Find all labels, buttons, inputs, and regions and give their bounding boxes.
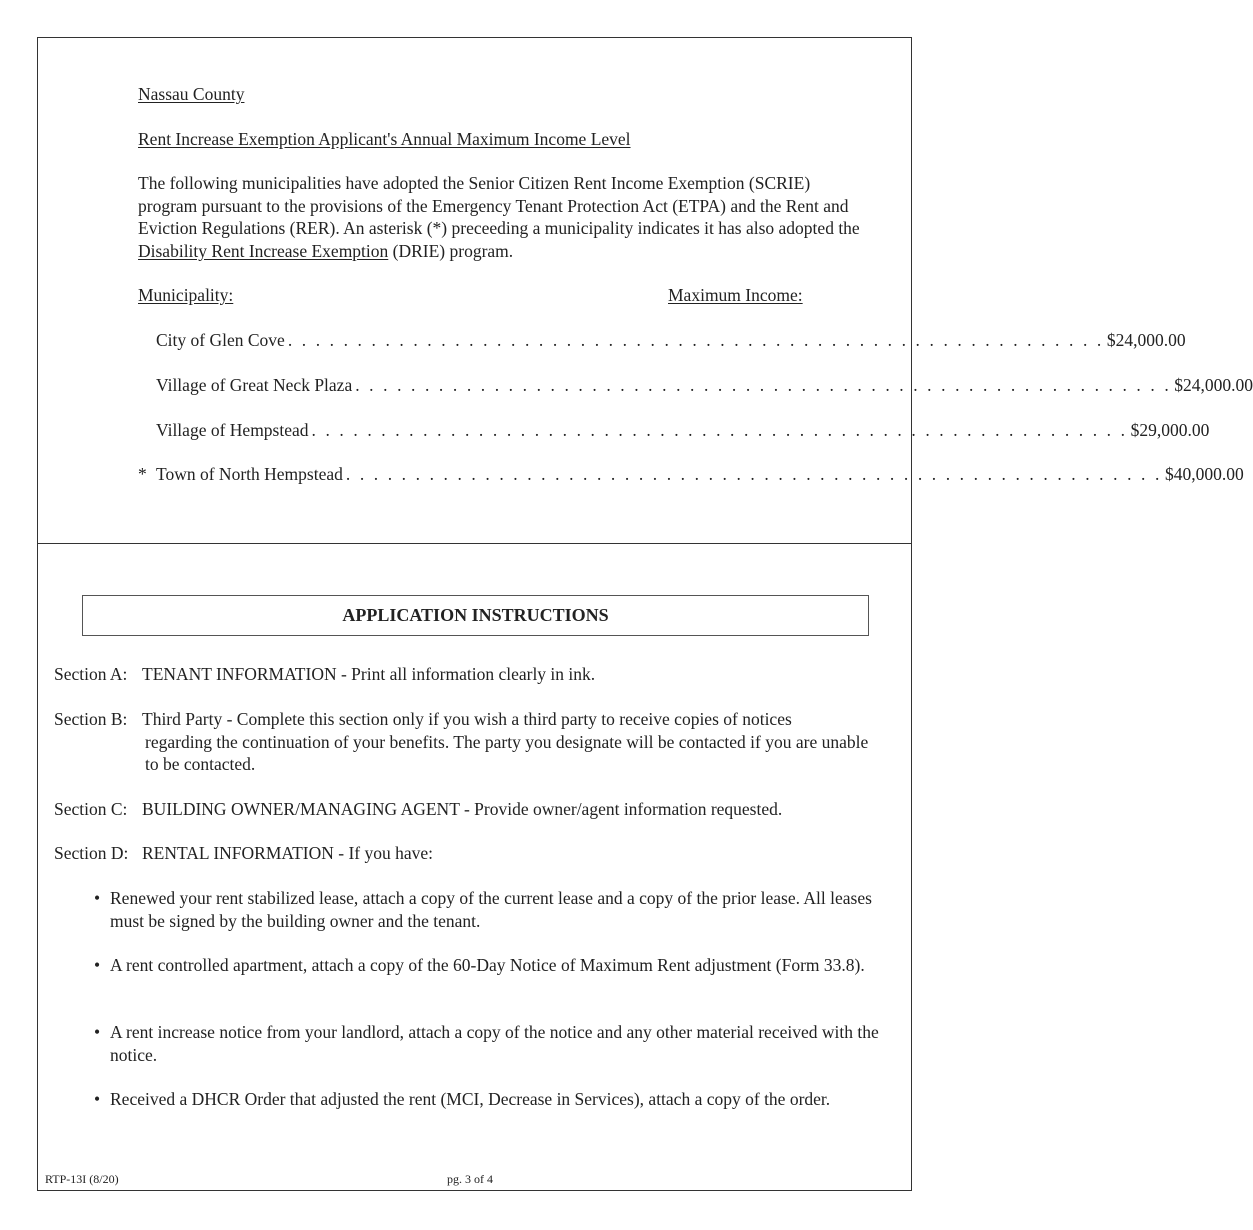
dot-leader: . . . . . . . . . . . . . . . . . . . . . . . . . . . . . . . . . . . . . . . . . . . . . . . . . . . . . . . . . . . xyxy=(287,330,1104,350)
bullet-item xyxy=(94,887,884,932)
bullet-item xyxy=(94,954,884,977)
dot-leader: . . . . . . . . . . . . . . . . . . . . . . . . . . . . . . . . . . . . . . . . . . . . . . . . . . . . . . . . . . . xyxy=(355,375,1172,395)
max-income-header: Maximum Income: xyxy=(668,285,803,305)
section-a xyxy=(54,663,884,686)
intro-text: The following municipalities have adopted the Senior Citizen Rent Income Exemption (SCRIE) program pursuant to the provisions of the Emergency Tenant Protection Act (ETPA) and the Rent and Eviction Regulations (RER). An asterisk (*) preceeding a municipality indicates it has also adopted the xyxy=(138,173,860,238)
section-label: Section A: xyxy=(54,664,128,684)
max-income-value: $24,000.00 xyxy=(1106,330,1186,350)
bullet-text: A rent controlled apartment, attach a copy of the 60-Day Notice of Maximum Rent adjustment (Form 33.8). xyxy=(110,955,865,975)
dot-leader: . . . . . . . . . . . . . . . . . . . . . . . . . . . . . . . . . . . . . . . . . . . . . . . . . . . . . . . . . . . xyxy=(311,420,1128,440)
section-b xyxy=(54,708,884,776)
bullet-text: A rent increase notice from your landlord, attach a copy of the notice and any other material received with the notice. xyxy=(110,1022,879,1065)
county-title: Nassau County xyxy=(138,84,245,104)
section-text: RENTAL INFORMATION - If you have: xyxy=(142,843,434,863)
instructions-title-box xyxy=(82,595,869,636)
bullet-item xyxy=(94,1021,884,1066)
section-d xyxy=(54,842,884,865)
bullet-item xyxy=(94,1088,884,1111)
max-income-value: $29,000.00 xyxy=(1130,420,1210,440)
section-c xyxy=(54,798,884,821)
intro-paragraph xyxy=(138,172,873,262)
municipality-name: Village of Hempstead xyxy=(156,420,309,440)
bullet-icon: • xyxy=(94,888,101,908)
municipality-row xyxy=(156,374,1253,397)
section-text: Third Party - Complete this section only if you wish a third party to receive copies of notices xyxy=(142,709,792,729)
section-label: Section C: xyxy=(54,799,128,819)
page-number: pg. 3 of 4 xyxy=(447,1172,493,1186)
drie-link-text: Disability Rent Increase Exemption xyxy=(138,240,389,261)
form-id: RTP-13I (8/20) xyxy=(45,1172,119,1186)
section-text: TENANT INFORMATION - Print all information clearly in ink. xyxy=(142,664,596,684)
municipality-name: Town of North Hempstead xyxy=(156,464,343,484)
bullet-text: Renewed your rent stabilized lease, attach a copy of the current lease and a copy of the prior lease. All leases must be signed by the building owner and the tenant. xyxy=(110,888,872,931)
bullet-icon: • xyxy=(94,1089,101,1109)
section-text: BUILDING OWNER/MANAGING AGENT - Provide owner/agent information requested. xyxy=(142,799,783,819)
dot-leader: . . . . . . . . . . . . . . . . . . . . . . . . . . . . . . . . . . . . . . . . . . . . . . . . . . . . . . . . . . . xyxy=(345,464,1162,484)
income-level-heading: Rent Increase Exemption Applicant's Annual Maximum Income Level xyxy=(138,129,631,149)
section-label: Section D: xyxy=(54,843,129,863)
municipality-name: Village of Great Neck Plaza xyxy=(156,375,353,395)
drie-asterisk: * xyxy=(138,464,147,484)
municipality-row xyxy=(156,463,1244,486)
section-label: Section B: xyxy=(54,709,128,729)
max-income-value: $40,000.00 xyxy=(1164,464,1244,484)
municipality-header: Municipality: xyxy=(138,285,234,305)
municipality-row xyxy=(156,329,1186,352)
instructions-title: APPLICATION INSTRUCTIONS xyxy=(342,605,609,625)
section-divider xyxy=(37,543,912,544)
municipality-row xyxy=(156,419,1210,442)
bullet-icon: • xyxy=(94,1022,101,1042)
bullet-text: Received a DHCR Order that adjusted the rent (MCI, Decrease in Services), attach a copy of the order. xyxy=(110,1089,831,1109)
bullet-icon: • xyxy=(94,955,101,975)
municipality-name: City of Glen Cove xyxy=(156,330,285,350)
max-income-value: $24,000.00 xyxy=(1174,375,1253,395)
section-text-continued: regarding the continuation of your benefits. The party you designate will be contacted if you are unable to be contacted. xyxy=(145,731,869,774)
intro-text-end: (DRIE) program. xyxy=(388,240,514,261)
